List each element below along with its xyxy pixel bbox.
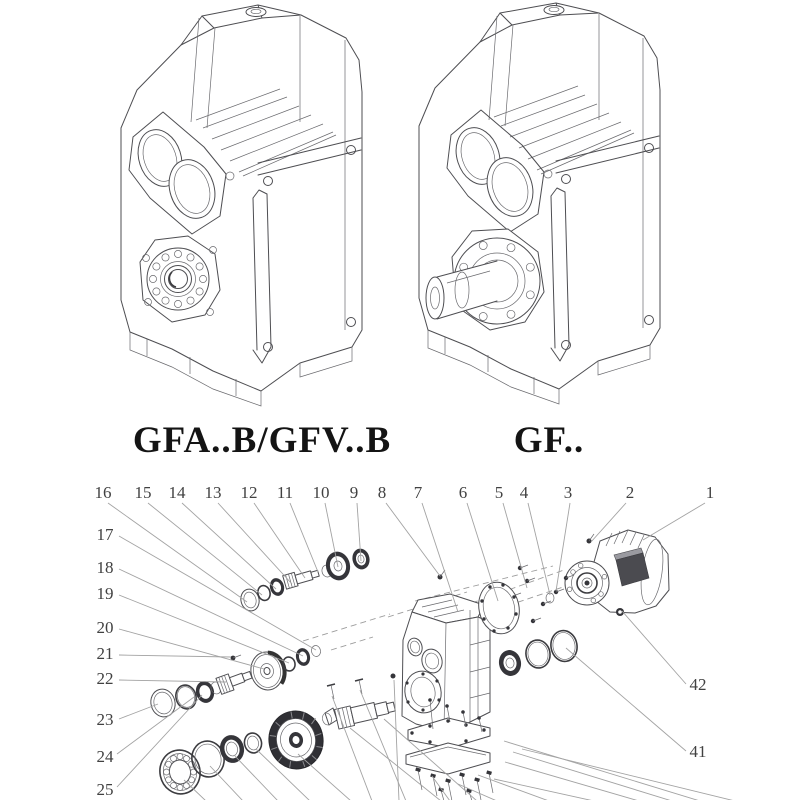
callout-number-1: 1: [705, 483, 715, 502]
callout-number-15: 15: [134, 483, 152, 502]
callout-number-25: 25: [96, 780, 114, 799]
callout-number-42: 42: [689, 675, 707, 694]
leader-line-23: [119, 704, 158, 719]
leader-line-extra-14: [505, 762, 639, 800]
output-shaft: [334, 696, 396, 729]
leader-line-22: [119, 680, 226, 682]
gearbox-drawing-gf: [419, 3, 660, 404]
callout-number-16: 16: [94, 483, 112, 502]
leader-line-extra-0: [184, 780, 206, 800]
top-boss-right: [544, 6, 564, 15]
leader-line-8: [386, 503, 440, 576]
leader-line-extra-13: [494, 779, 594, 800]
callout-number-24: 24: [96, 747, 114, 766]
output-shaft-assembly: [156, 679, 397, 798]
leader-line-4: [528, 503, 550, 595]
callout-number-9: 9: [349, 483, 359, 502]
exploded-housing: [391, 570, 491, 731]
input-shaft-assembly: [238, 547, 371, 613]
leader-line-extra-15: [513, 752, 672, 800]
callout-number-12: 12: [240, 483, 258, 502]
leader-line-extra-1: [210, 766, 243, 800]
callout-number-10: 10: [312, 483, 330, 502]
callout-number-41: 41: [689, 742, 707, 761]
leader-line-15: [148, 503, 262, 595]
leader-line-42: [622, 611, 686, 684]
leader-line-16: [108, 503, 247, 602]
leader-line-13: [218, 503, 292, 584]
callout-number-3: 3: [563, 483, 573, 502]
callout-number-5: 5: [494, 483, 504, 502]
leader-line-extra-11: [458, 784, 497, 800]
leader-line-extra-9: [394, 680, 399, 800]
callout-number-14: 14: [168, 483, 186, 502]
callout-number-6: 6: [458, 483, 468, 502]
leader-line-20: [119, 629, 264, 669]
leader-line-6: [467, 503, 498, 601]
model-label-gf: GF..: [513, 420, 585, 461]
callout-number-4: 4: [519, 483, 529, 502]
leader-line-17: [119, 536, 316, 650]
leader-line-extra-4: [298, 754, 351, 800]
callout-number-2: 2: [625, 483, 635, 502]
output-bearing-circlips: [497, 628, 580, 677]
leader-line-12: [254, 503, 305, 578]
callout-number-18: 18: [96, 558, 114, 577]
gearbox-drawing-gfab: [121, 5, 362, 406]
callout-number-20: 20: [96, 618, 114, 637]
motor: [565, 530, 669, 616]
leader-line-extra-12: [478, 775, 549, 800]
top-boss-left: [246, 8, 266, 17]
callout-number-7: 7: [413, 483, 423, 502]
callout-number-17: 17: [96, 525, 114, 544]
model-label-gfab: GFA..B/GFV..B: [132, 420, 392, 461]
callout-number-21: 21: [96, 644, 114, 663]
leader-line-extra-2: [234, 755, 278, 800]
callout-number-11: 11: [276, 483, 294, 502]
callout-number-8: 8: [377, 483, 387, 502]
callout-number-23: 23: [96, 710, 114, 729]
exploded-view: [148, 530, 669, 800]
callout-number-19: 19: [96, 584, 114, 603]
callout-number-22: 22: [96, 669, 114, 688]
leader-line-14: [182, 503, 276, 589]
leader-line-1: [643, 503, 705, 540]
callout-number-13: 13: [204, 483, 222, 502]
